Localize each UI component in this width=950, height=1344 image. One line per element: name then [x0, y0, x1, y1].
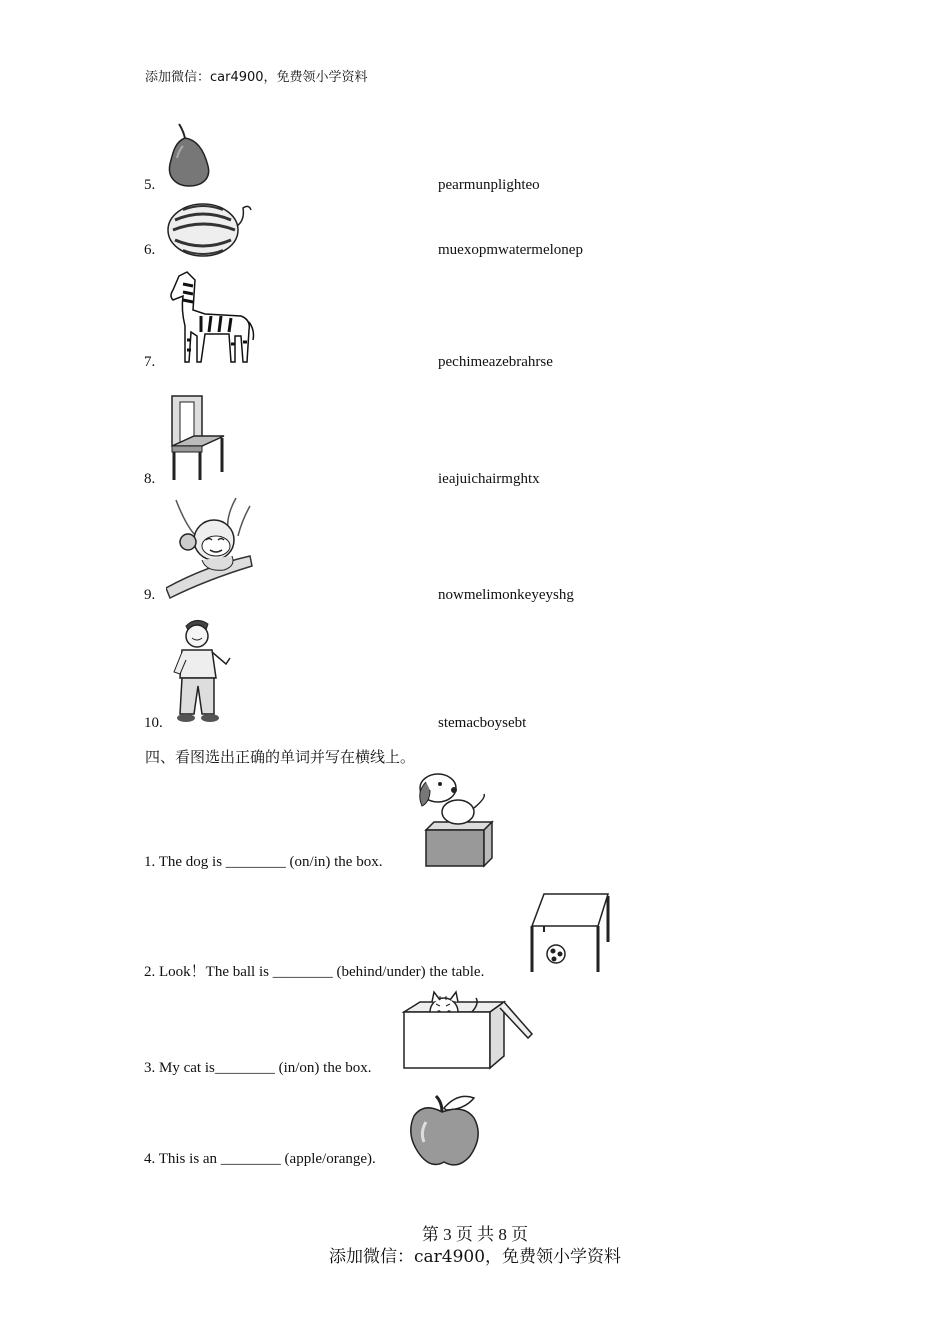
ball-under-table-icon — [528, 892, 612, 976]
chair-icon — [168, 392, 228, 484]
scrambled-letters: muexopmwatermelonep — [438, 242, 583, 258]
item-number: 8. — [144, 471, 156, 487]
section-title: 四、看图选出正确的单词并写在横线上。 — [145, 748, 416, 766]
scrambled-letters: pearmunplighteo — [438, 177, 540, 193]
watermelon-icon — [165, 200, 253, 258]
scrambled-letters: stemacboysebt — [438, 715, 527, 731]
item-number: 5. — [144, 177, 156, 193]
question-text: 1. The dog is ________ (on/in) the box. — [144, 854, 383, 870]
item-number: 7. — [144, 354, 156, 370]
question-text: 3. My cat is________ (in/on) the box. — [144, 1060, 372, 1076]
pear-icon — [165, 122, 213, 188]
question-text: 4. This is an ________ (apple/orange). — [144, 1151, 376, 1167]
item-number: 6. — [144, 242, 156, 258]
scrambled-letters: nowmelimonkeyeyshg — [438, 587, 574, 603]
apple-icon — [408, 1090, 484, 1168]
page-number: 第 3 页 共 8 页 — [421, 1225, 529, 1244]
item-number: 10. — [144, 715, 163, 731]
scrambled-letters: pechimeazebrahrse — [438, 354, 553, 370]
cat-in-box-icon — [400, 990, 536, 1074]
item-number: 9. — [144, 587, 156, 603]
footer-text: 添加微信：car4900，免费领小学资料 — [328, 1247, 622, 1267]
zebra-icon — [165, 270, 257, 366]
monkey-icon — [166, 496, 254, 600]
scrambled-letters: ieajuichairmghtx — [438, 471, 540, 487]
question-text: 2. Look！The ball is ________ (behind/under) the table. — [144, 964, 485, 980]
boy-icon — [172, 616, 234, 724]
dog-on-box-icon — [414, 768, 498, 870]
header-text: 添加微信：car4900，免费领小学资料 — [145, 70, 368, 85]
